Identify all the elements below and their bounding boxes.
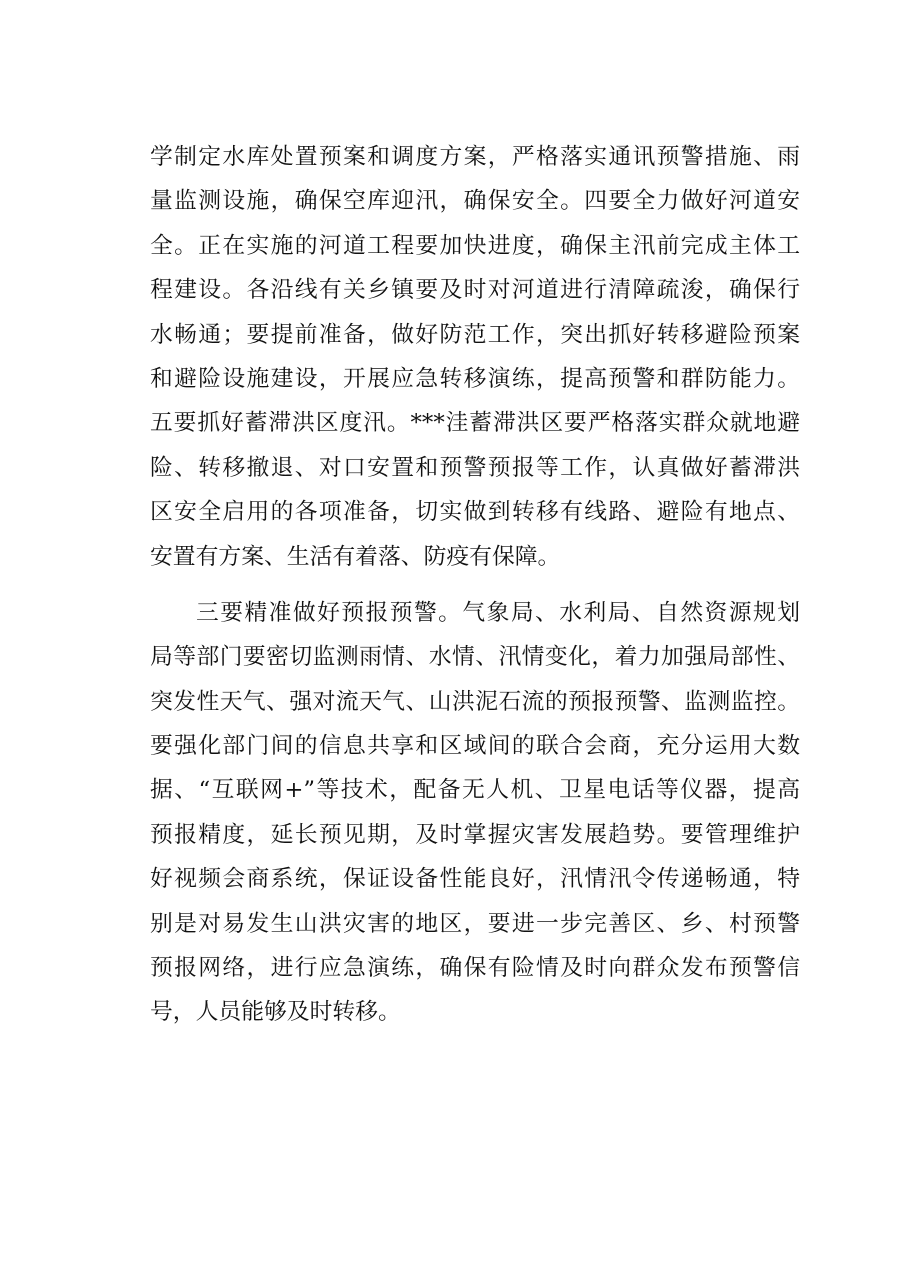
paragraph-flood-areas	[150, 135, 800, 579]
text-line: 突发性天气、强对流天气、山洪泥石流的预报预警、监测监控。	[150, 688, 800, 715]
text-line: 五要抓好蓄滞洪区度汛。***洼蓄滞洪区要严格落实群众就地避	[150, 410, 800, 437]
text-line: 安置有方案、生活有着落、防疫有保障。	[150, 543, 561, 570]
text-line: 好视频会商系统，保证设备性能良好，汛情汛令传递畅通，特	[150, 866, 800, 893]
text-line: 学制定水库处置预案和调度方案，严格落实通讯预警措施、雨	[150, 144, 800, 170]
text-line: 局等部门要密切监测雨情、水情、汛情变化，着力加强局部性、	[150, 644, 800, 671]
text-line: 预报精度，延长预见期，及时掌握灾害发展趋势。要管理维护	[150, 821, 800, 848]
text-line: 程建设。各沿线有关乡镇要及时对河道进行清障疏浚，确保行	[150, 277, 800, 304]
text-line: 预报网络，进行应急演练，确保有险情及时向群众发布预警信	[150, 955, 800, 982]
text-line: 全。正在实施的河道工程要加快进度，确保主汛前完成主体工	[150, 232, 800, 259]
text-line: 和避险设施建设，开展应急转移演练，提高预警和群防能力。	[150, 365, 800, 392]
text-line: 别是对易发生山洪灾害的地区，要进一步完善区、乡、村预警	[150, 910, 800, 937]
text-line: 三要精准做好预报预警。气象局、水利局、自然资源规划	[196, 599, 800, 626]
text-line: 号，人员能够及时转移。	[150, 999, 401, 1026]
text-line: 量监测设施，确保空库迎汛，确保安全。四要全力做好河道安	[150, 188, 800, 215]
paragraph-spacer	[150, 579, 800, 591]
text-line: 区安全启用的各项准备，切实做到转移有线路、避险有地点、	[150, 499, 800, 526]
paragraph-forecast-warning	[150, 591, 800, 1035]
text-line: 水畅通；要提前准备，做好防范工作，突出抓好转移避险预案	[150, 321, 800, 348]
text-line: 要强化部门间的信息共享和区域间的联合会商，充分运用大数	[150, 733, 800, 760]
text-line: 险、转移撤退、对口安置和预警预报等工作，认真做好蓄滞洪	[150, 454, 800, 481]
text-line: 据、“互联网+”等技术，配备无人机、卫星电话等仪器，提高	[150, 777, 800, 804]
document-body	[150, 135, 800, 1035]
